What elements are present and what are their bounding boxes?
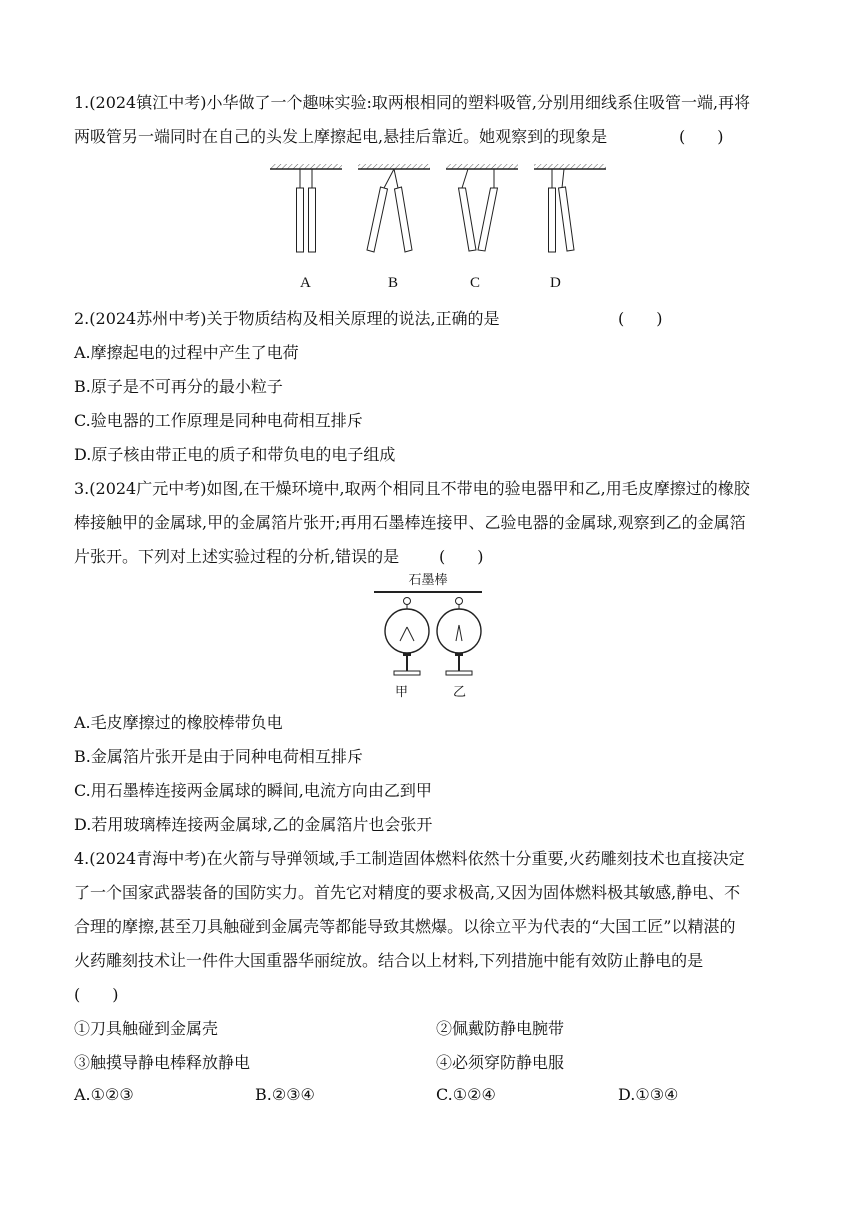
figure-c-attracting-straws <box>446 164 518 251</box>
q3-option-d[interactable]: D.若用玻璃棒连接两金属球,乙的金属箔片也会张开 <box>74 815 433 834</box>
q4-item-2: ②佩戴防静电腕带 <box>436 1019 565 1038</box>
q4-option-c[interactable]: C.①②④ <box>436 1085 496 1104</box>
q4-item-3: ③触摸导静电棒释放静电 <box>74 1053 251 1072</box>
q2-option-b[interactable]: B.原子是不可再分的最小粒子 <box>74 377 283 396</box>
q2-option-a[interactable]: A.摩擦起电的过程中产生了电荷 <box>74 343 299 362</box>
q3-stem-line-2: 棒接触甲的金属球,甲的金属箔片张开;再用石墨棒连接甲、乙验电器的金属球,观察到乙的金属箔 <box>74 513 746 532</box>
q2-stem: 2.(2024苏州中考)关于物质结构及相关原理的说法,正确的是 <box>74 309 500 328</box>
electroscope-jia-label: 甲 <box>395 685 409 700</box>
q1-stem-line-1: 1.(2024镇江中考)小华做了一个趣味实验:取两根相同的塑料吸管,分别用细线系住吸管一端,再将 <box>74 93 751 112</box>
q3-option-a[interactable]: A.毛皮摩擦过的橡胶棒带负电 <box>74 713 283 732</box>
q3-stem-line-3: 片张开。下列对上述实验过程的分析,错误的是 <box>74 547 400 566</box>
q2-option-d[interactable]: D.原子核由带正电的质子和带负电的电子组成 <box>74 445 396 464</box>
q4-option-d[interactable]: D.①③④ <box>618 1085 679 1104</box>
electroscope-yi <box>437 598 481 676</box>
q3-option-c[interactable]: C.用石墨棒连接两金属球的瞬间,电流方向由乙到甲 <box>74 781 432 800</box>
q1-answer-bracket[interactable]: ( ) <box>679 127 724 146</box>
figure-d-one-straw-deflected <box>534 164 606 252</box>
q4-item-1: ①刀具触碰到金属壳 <box>74 1019 219 1038</box>
q2-answer-bracket[interactable]: ( ) <box>618 309 663 328</box>
q4-option-a[interactable]: A.①②③ <box>74 1085 134 1104</box>
q4-stem-line-2: 了一个国家武器装备的国防实力。首先它对精度的要求极高,又因为固体燃料极其敏感,静电、不 <box>74 883 741 902</box>
graphite-rod-label: 石墨棒 <box>408 573 448 588</box>
figure-label-d: D <box>550 275 561 291</box>
figure-label-a: A <box>300 275 311 291</box>
q4-stem-line-4: 火药雕刻技术让一件件大国重器华丽绽放。结合以上材料,下列措施中能有效防止静电的是 <box>74 951 704 970</box>
figure-label-b: B <box>388 275 399 291</box>
figure-a-parallel-straws <box>270 164 342 252</box>
q1-stem-line-2: 两吸管另一端同时在自己的头发上摩擦起电,悬挂后靠近。她观察到的现象是 <box>74 127 608 146</box>
q4-item-4: ④必须穿防静电服 <box>436 1053 565 1072</box>
q4-answer-bracket[interactable]: ( ) <box>74 985 119 1004</box>
electroscope-yi-label: 乙 <box>453 685 467 700</box>
q4-stem-line-1: 4.(2024青海中考)在火箭与导弹领域,手工制造固体燃料依然十分重要,火药雕刻技术也直接决定 <box>74 849 745 868</box>
figure-label-c: C <box>470 275 481 291</box>
q4-stem-line-3: 合理的摩擦,甚至刀具触碰到金属壳等都能导致其燃爆。以徐立平为代表的“大国工匠”以精湛的 <box>74 917 736 936</box>
electroscope-jia <box>385 598 429 676</box>
figure-b-repelling-straws <box>358 164 430 252</box>
q3-option-b[interactable]: B.金属箔片张开是由于同种电荷相互排斥 <box>74 747 363 766</box>
electroscopes-drawing <box>372 589 484 685</box>
q2-option-c[interactable]: C.验电器的工作原理是同种电荷相互排斥 <box>74 411 363 430</box>
q3-electroscope-figure <box>372 573 484 703</box>
q3-stem-line-1: 3.(2024广元中考)如图,在干燥环境中,取两个相同且不带电的验电器甲和乙,用毛皮摩擦过的橡胶 <box>74 479 750 498</box>
q3-answer-bracket[interactable]: ( ) <box>439 547 484 566</box>
q1-straw-figures <box>262 160 622 300</box>
q4-option-b[interactable]: B.②③④ <box>255 1085 315 1104</box>
